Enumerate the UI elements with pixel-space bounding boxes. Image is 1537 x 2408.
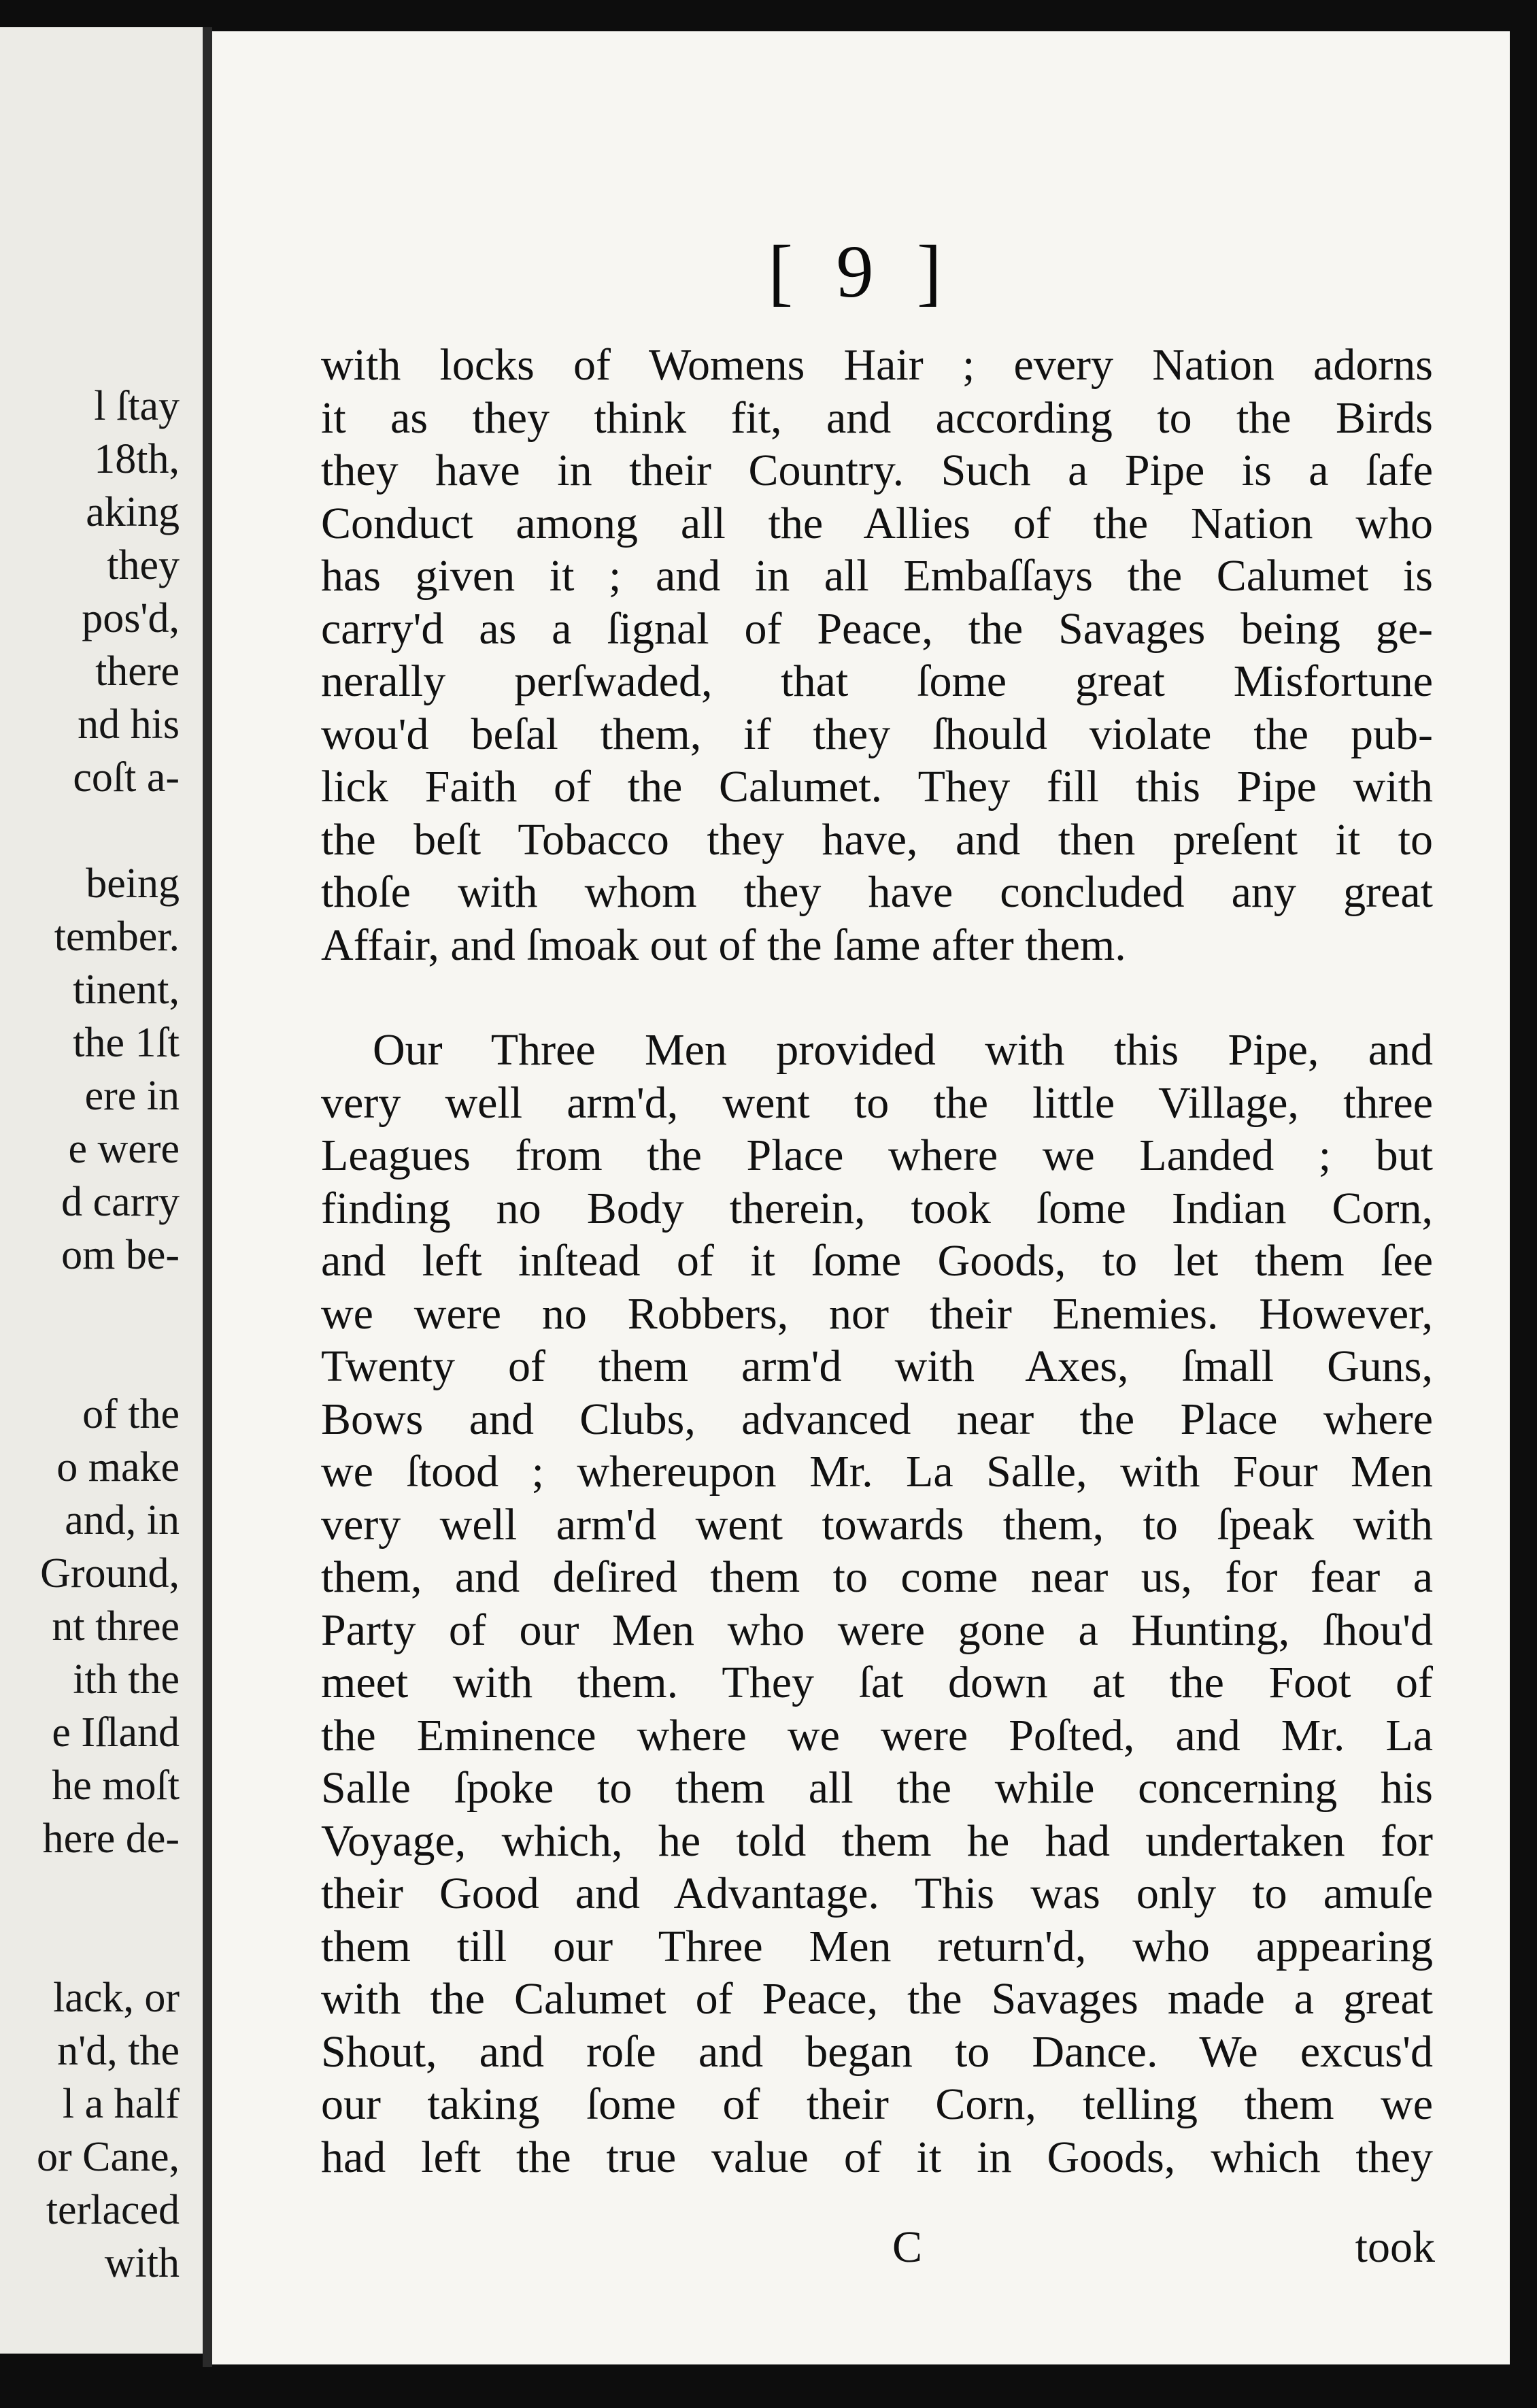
- text-line: Shout, and roſe and began to Dance. We excus'd: [321, 2026, 1433, 2077]
- text-line: Our Three Men provided with this Pipe, and: [373, 1025, 1433, 1075]
- signature-mark: C: [892, 2222, 923, 2272]
- text-line: finding no Body therein, took ſome Indian Corn,: [321, 1183, 1433, 1233]
- left-line: e Iſland: [52, 1709, 180, 1756]
- left-line: [37, 1282, 180, 1335]
- text-line: had left the true value of it in Goods, which they: [321, 2132, 1433, 2182]
- left-line: l ſtay: [94, 383, 180, 429]
- text-line: them, and deſired them to come near us, for fear a: [321, 1552, 1433, 1602]
- text-line: meet with them. They ſat down at the Foot of: [321, 1658, 1433, 1707]
- text-line: very well arm'd went towards them, to ſpeak with: [321, 1499, 1433, 1550]
- left-line: pos'd,: [82, 595, 180, 641]
- left-line: [37, 1865, 180, 1918]
- text-line: the beſt Tobacco they have, and then preſent it to: [321, 814, 1433, 865]
- text-line: the Eminence where we were Poſted, and Mr. La: [321, 1710, 1433, 1760]
- text-line: nerally perſwaded, that ſome great Misfortune: [321, 656, 1433, 706]
- left-page-fragment: [0, 27, 204, 2354]
- left-line: here de-: [42, 1816, 180, 1862]
- left-page-text: [37, 380, 180, 2290]
- text-line: they have in their Country. Such a Pipe is a ſafe: [321, 446, 1433, 495]
- text-line: them till our Three Men return'd, who appearing: [321, 1921, 1433, 1971]
- text-line: Leagues from the Place where we Landed ; but: [321, 1131, 1433, 1180]
- text-line: Voyage, which, he told them he had undertaken for: [321, 1816, 1433, 1866]
- text-line: wou'd beſal them, if they ſhould violate the pub-: [321, 709, 1433, 759]
- left-line: Ground,: [40, 1550, 180, 1596]
- left-line: 18th,: [94, 436, 180, 482]
- left-line: om be-: [61, 1232, 180, 1278]
- left-line: ith the: [73, 1656, 180, 1703]
- text-line: we were no Robbers, nor their Enemies. However,: [321, 1288, 1433, 1339]
- text-line: lick Faith of the Calumet. They fill this Pipe with: [321, 762, 1433, 812]
- left-line: [37, 1918, 180, 1971]
- book-gutter: [203, 27, 212, 2367]
- left-line: tember.: [54, 914, 180, 960]
- text-line: we ſtood ; whereupon Mr. La Salle, with Four Men: [321, 1447, 1433, 1496]
- left-line: he moſt: [52, 1762, 180, 1809]
- page-number: [ 9 ]: [768, 230, 954, 313]
- left-line: they: [107, 542, 180, 588]
- left-line: and, in: [65, 1497, 180, 1543]
- left-line: the 1ſt: [73, 1020, 180, 1066]
- text-line: and left inſtead of it ſome Goods, to let them ſee: [321, 1236, 1433, 1286]
- left-line: there: [95, 648, 180, 695]
- left-line: e were: [68, 1126, 180, 1172]
- text-line: Twenty of them arm'd with Axes, ſmall Guns,: [321, 1341, 1433, 1391]
- text-line: Conduct among all the Allies of the Nation who: [321, 498, 1433, 548]
- paragraph-2: [321, 1024, 1433, 2184]
- text-line: with the Calumet of Peace, the Savages made a great: [321, 1974, 1433, 2024]
- left-line: [37, 1335, 180, 1388]
- paragraph-1: [321, 339, 1433, 971]
- left-line: lack, or: [53, 1975, 180, 2021]
- catchword: took: [1355, 2222, 1435, 2272]
- text-line: our taking ſome of their Corn, telling them we: [321, 2079, 1433, 2129]
- left-line: nd his: [78, 701, 180, 748]
- left-line: aking: [86, 489, 180, 535]
- left-line: with: [104, 2240, 180, 2286]
- text-line: Salle ſpoke to them all the while concerning his: [321, 1763, 1433, 1813]
- left-line: of the: [82, 1391, 180, 1437]
- text-line: Party of our Men who were gone a Hunting, ſhou'd: [321, 1605, 1433, 1655]
- text-line: Bows and Clubs, advanced near the Place where: [321, 1394, 1433, 1444]
- left-line: tinent,: [73, 967, 180, 1013]
- text-line: carry'd as a ſignal of Peace, the Savages being ge-: [321, 603, 1433, 654]
- text-line: thoſe with whom they have concluded any great: [321, 867, 1433, 917]
- left-line: being: [86, 860, 180, 907]
- left-line: coſt a-: [73, 754, 180, 801]
- left-line: ere in: [84, 1073, 180, 1119]
- left-line: l a half: [62, 2081, 180, 2127]
- right-page: [212, 31, 1510, 2364]
- left-line: nt three: [52, 1603, 180, 1650]
- left-line: n'd, the: [57, 2028, 180, 2074]
- page-shadow: [212, 2364, 1537, 2408]
- text-line: their Good and Advantage. This was only to amuſe: [321, 1869, 1433, 1918]
- text-line: has given it ; and in all Embaſſays the Calumet is: [321, 551, 1433, 601]
- page-body: [321, 339, 1433, 2184]
- text-line: it as they think fit, and according to the Birds: [321, 392, 1433, 443]
- left-line: [37, 804, 180, 857]
- text-line: Affair, and ſmoak out of the ſame after them.: [321, 920, 1126, 970]
- left-line: o make: [56, 1444, 180, 1490]
- left-line: d carry: [61, 1179, 180, 1225]
- left-line: terlaced: [46, 2187, 180, 2233]
- text-line: with locks of Womens Hair ; every Nation adorns: [321, 340, 1433, 390]
- left-line: or Cane,: [36, 2134, 180, 2180]
- text-line: very well arm'd, went to the little Village, three: [321, 1077, 1433, 1128]
